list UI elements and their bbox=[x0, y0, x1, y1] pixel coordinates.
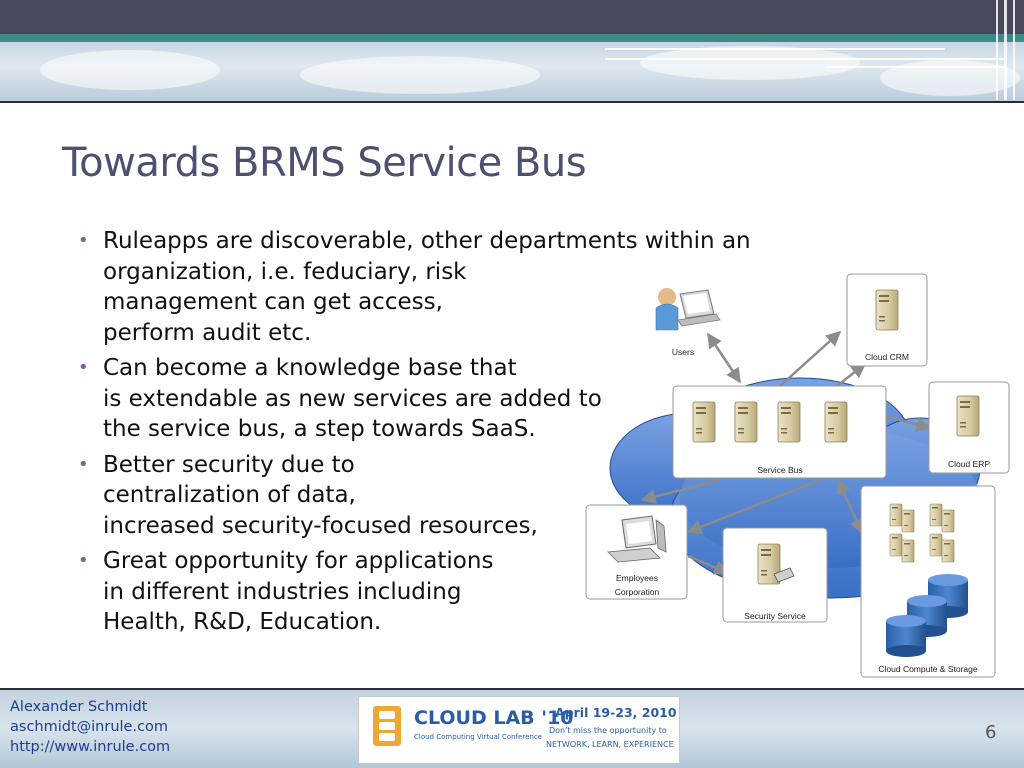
corporation-label: Corporation bbox=[614, 587, 660, 597]
users-icon bbox=[656, 288, 720, 357]
bullet-marker: • bbox=[78, 453, 89, 475]
users-label: Users bbox=[671, 347, 695, 357]
cloud-compute-storage-node bbox=[861, 486, 995, 677]
employees-label: Employees bbox=[615, 573, 659, 583]
banner-tagline-2: NETWORK, LEARN, EXPERIENCE bbox=[546, 740, 674, 749]
bullet-marker: • bbox=[78, 230, 89, 251]
cloud-erp-label: Cloud ERP bbox=[947, 459, 991, 469]
header-dark-band bbox=[0, 0, 1024, 34]
cloud-compute-label: Cloud Compute & Storage bbox=[878, 664, 978, 674]
banner-dates: April 19-23, 2010 bbox=[555, 705, 677, 720]
footer-email[interactable]: aschmidt@inrule.com bbox=[10, 719, 169, 735]
cloudlab-banner[interactable] bbox=[358, 696, 680, 764]
header-vertical-lines bbox=[994, 0, 1024, 100]
header-teal-stripe bbox=[0, 34, 1024, 42]
slide-number: 6 bbox=[985, 722, 997, 743]
bullet-text: Ruleapps are discoverable, other departments within an organization, i.e. feduciary, risk management can get access, perform audit etc. bbox=[103, 228, 751, 346]
security-service-label: Security Service bbox=[744, 611, 806, 621]
architecture-diagram bbox=[580, 268, 1020, 686]
service-bus-label: Service Bus bbox=[757, 465, 803, 475]
banner-brand: CLOUD LAB '10 bbox=[414, 707, 574, 729]
bullet-text: Better security due to centralization of data, increased security-focused resources, bbox=[103, 451, 538, 539]
footer-contact bbox=[10, 697, 170, 757]
banner-tagline-1: Don't miss the opportunity to bbox=[549, 726, 667, 735]
banner-subtitle: Cloud Computing Virtual Conference bbox=[414, 733, 542, 741]
employees-node bbox=[586, 505, 687, 599]
bullet-text: Great opportunity for applications in different industries including Health, R&D, Education. bbox=[103, 548, 494, 635]
cloud-crm-label: Cloud CRM bbox=[865, 352, 909, 362]
bullet-marker: • bbox=[78, 550, 89, 571]
cloud-crm-node bbox=[847, 274, 927, 366]
cloud-erp-node bbox=[929, 382, 1009, 473]
header-divider bbox=[0, 101, 1024, 103]
header-sky-band bbox=[0, 42, 1024, 102]
bullet-marker: • bbox=[78, 357, 89, 378]
bullet-text: Can become a knowledge base that is extendable as new services are added to the service bus, a step towards SaaS. bbox=[103, 355, 602, 442]
service-bus-node bbox=[673, 386, 886, 478]
footer-author: Alexander Schmidt bbox=[10, 699, 148, 715]
footer-website[interactable]: http://www.inrule.com bbox=[10, 739, 171, 755]
slide-title: Towards BRMS Service Bus bbox=[62, 140, 587, 186]
security-service-node bbox=[723, 528, 827, 622]
cloudlab-logo-icon bbox=[373, 706, 401, 746]
